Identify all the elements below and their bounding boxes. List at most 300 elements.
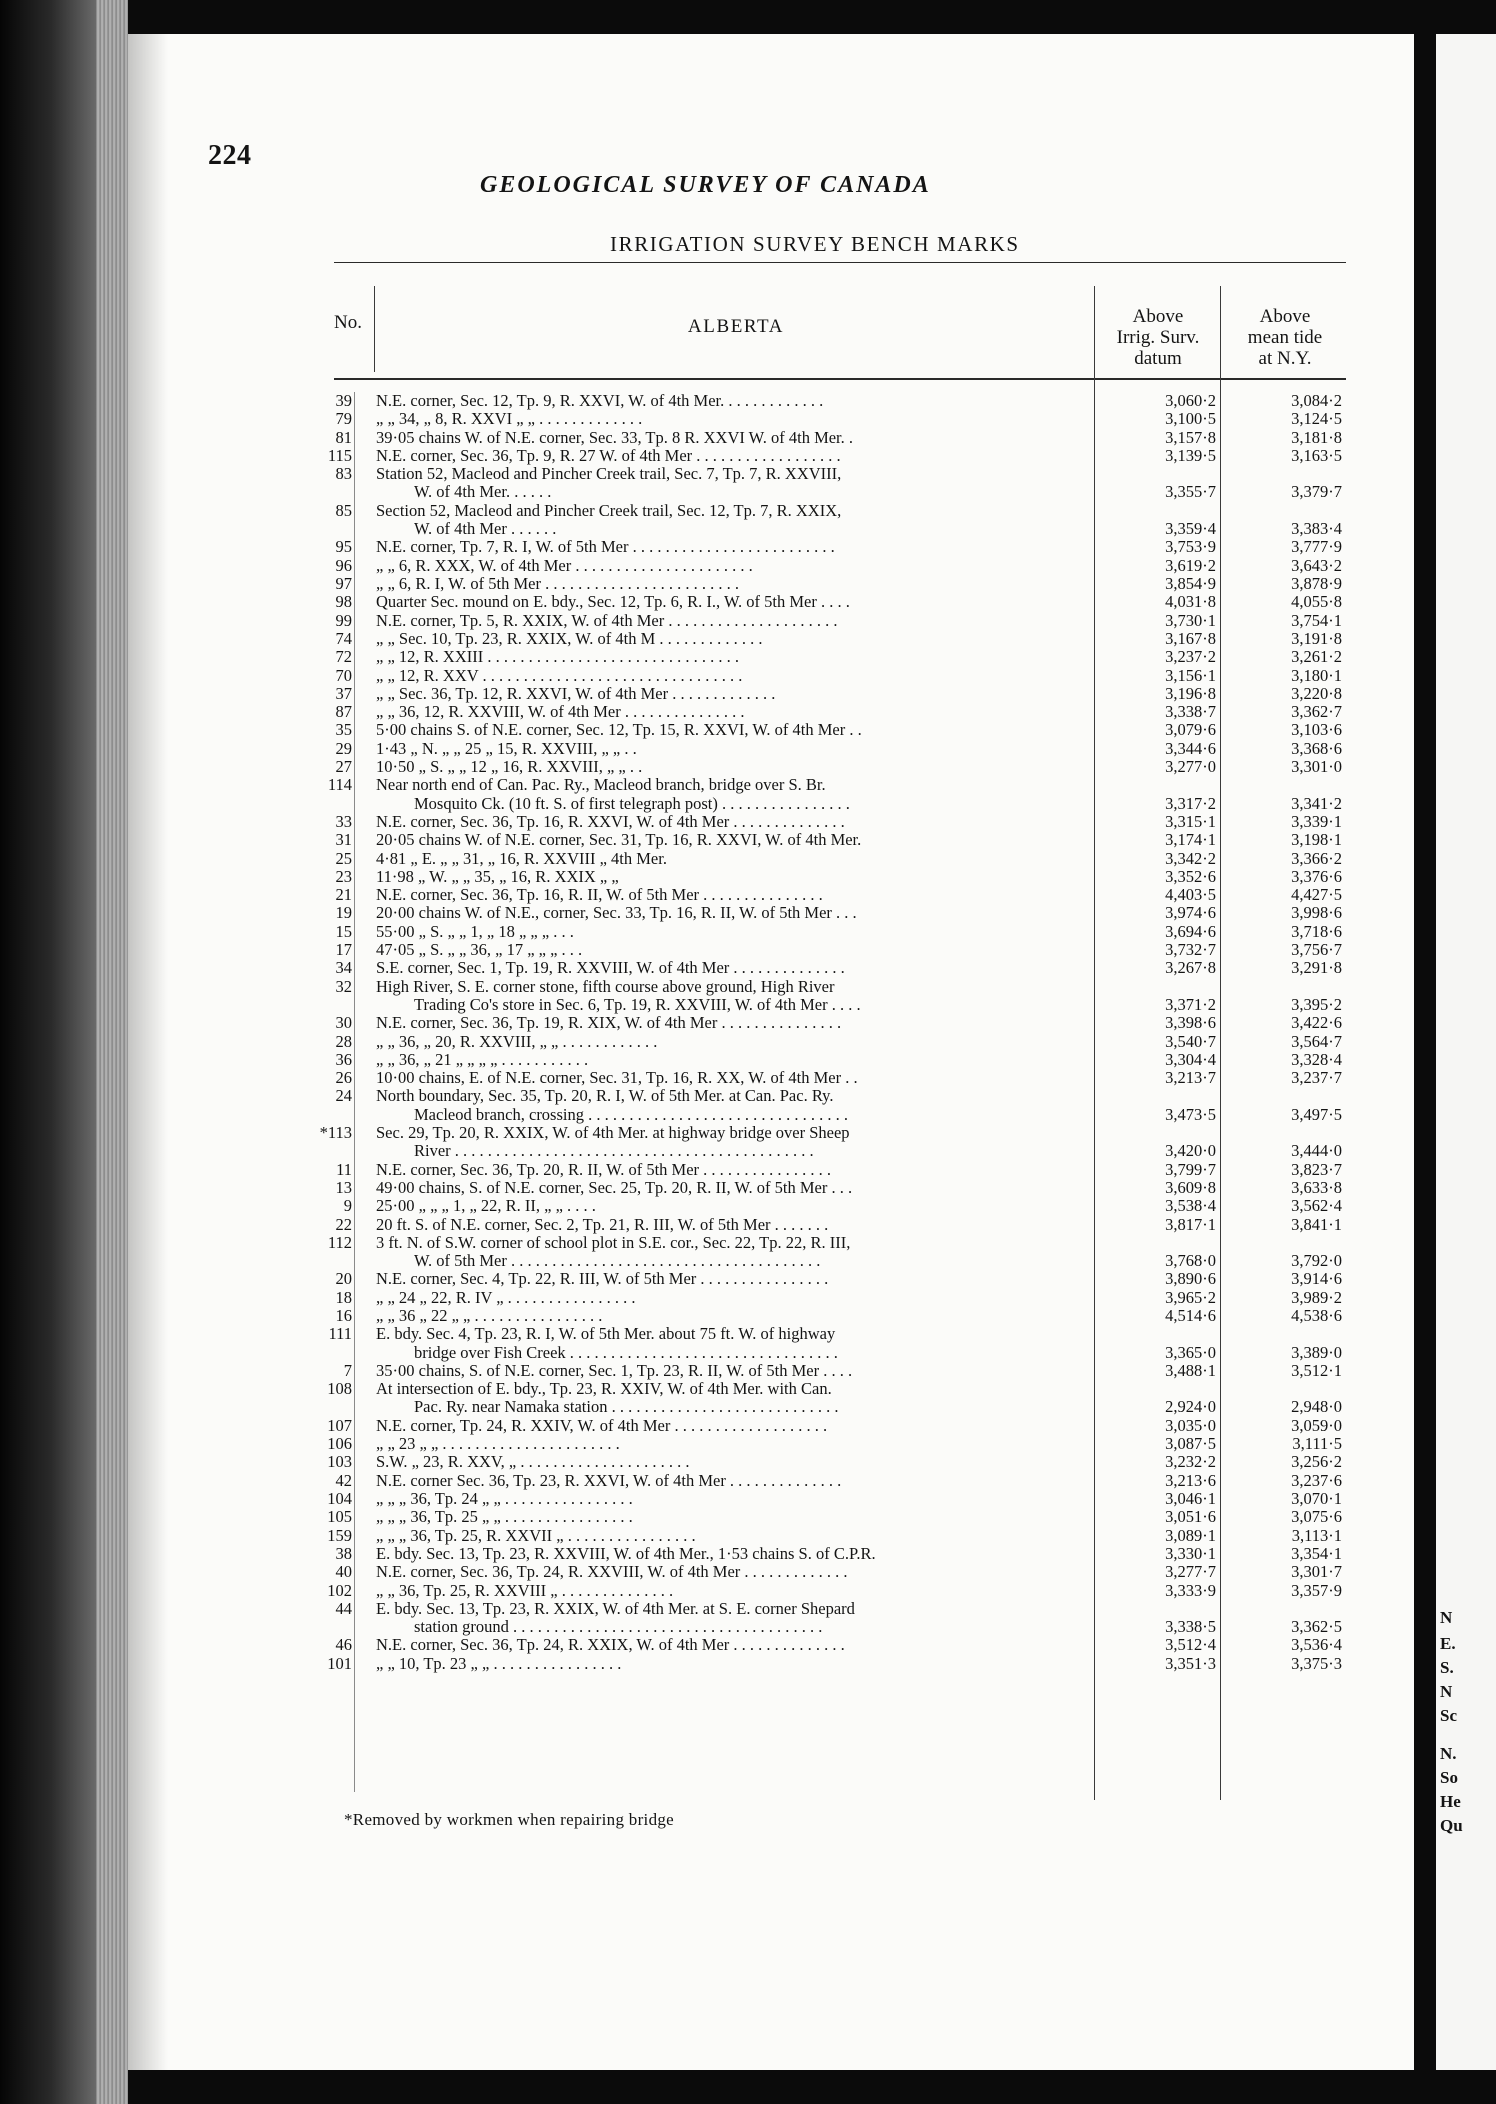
table-row — [0, 1490, 1496, 1508]
elevation-above-mean-tide: 3,237·6 — [1291, 1470, 1342, 1490]
header-line: Irrig. Surv. — [1116, 327, 1200, 348]
elevation-above-datum: 4,031·8 — [1165, 592, 1216, 612]
elevation-above-datum: 3,854·9 — [1165, 574, 1216, 593]
bench-mark-number: 106 — [327, 1434, 352, 1454]
bench-mark-number: 34 — [335, 958, 352, 978]
location-description: E. bdy. Sec. 13, Tp. 23, R. XXVIII, W. of 4th Mer., 1·53 chains S. of C.P.R. — [376, 1544, 876, 1563]
location-description-continued: W. of 4th Mer . . . . . . — [414, 520, 557, 539]
location-description: E. bdy. Sec. 4, Tp. 23, R. I, W. of 5th Mer. about 75 ft. W. of highway — [376, 1325, 836, 1344]
header-line: Above — [1259, 306, 1311, 327]
elevation-above-datum: 3,365·0 — [1165, 1342, 1216, 1362]
table-row — [0, 813, 1496, 831]
elevation-above-mean-tide: 3,368·6 — [1291, 738, 1342, 758]
location-description: „ „ „ 36, Tp. 24 „ „ . . . . . . . . . . . . . . . . — [376, 1490, 633, 1508]
location-description: 47·05 „ S. „ „ 36, „ 17 „ „ „ . . . — [376, 941, 583, 959]
bench-mark-number: 30 — [335, 1013, 352, 1033]
bench-mark-number: 96 — [335, 555, 352, 575]
adjacent-page-fragment: S. — [1440, 1658, 1454, 1677]
bench-mark-number: *113 — [319, 1123, 352, 1142]
bench-mark-number: 20 — [335, 1269, 352, 1289]
elevation-above-mean-tide: 3,777·9 — [1291, 537, 1342, 557]
bench-mark-number: 99 — [335, 610, 352, 630]
adjacent-page-fragment: E. — [1440, 1634, 1456, 1653]
elevation-above-datum: 3,213·7 — [1165, 1068, 1216, 1088]
location-description: N.E. corner, Tp. 24, R. XXIV, W. of 4th Mer . . . . . . . . . . . . . . . . . . . — [376, 1416, 828, 1435]
elevation-above-mean-tide: 3,376·6 — [1291, 866, 1342, 886]
location-description-continued: Trading Co's store in Sec. 6, Tp. 19, R. XXVIII, W. of 4th Mer . . . . — [414, 995, 861, 1014]
location-description: Near north end of Can. Pac. Ry., Macleod branch, bridge over S. Br. — [376, 776, 826, 795]
table-row — [0, 1598, 1496, 1637]
bench-mark-number: 31 — [335, 830, 352, 850]
table-row — [0, 850, 1496, 868]
location-description: „ „ 24 „ 22, R. IV „ . . . . . . . . . . . . . . . . — [376, 1288, 636, 1307]
table-row — [0, 410, 1496, 428]
location-description: „ „ „ 36, Tp. 25, R. XXVII „ . . . . . . . . . . . . . . . . — [376, 1526, 696, 1545]
header-line: at N.Y. — [1258, 348, 1312, 369]
table-row — [0, 976, 1496, 1014]
table-row — [0, 1563, 1496, 1581]
elevation-above-mean-tide: 3,328·4 — [1291, 1049, 1342, 1069]
elevation-above-datum: 4,514·6 — [1165, 1306, 1216, 1325]
location-description: „ „ 36, „ 21 „ „ „ „ . . . . . . . . . . . — [376, 1050, 589, 1069]
elevation-above-datum: 3,338·5 — [1165, 1617, 1216, 1637]
elevation-above-mean-tide: 3,301·7 — [1291, 1562, 1342, 1582]
table-row — [0, 464, 1496, 502]
elevation-above-datum: 3,089·1 — [1165, 1525, 1216, 1545]
table-title: IRRIGATION SURVEY BENCH MARKS — [610, 232, 1020, 256]
column-header-above-datum — [1098, 306, 1218, 369]
elevation-above-mean-tide: 3,914·6 — [1291, 1269, 1342, 1289]
location-description: N.E. corner, Sec. 4, Tp. 22, R. III, W. of 5th Mer . . . . . . . . . . . . . . . . — [376, 1270, 829, 1289]
elevation-above-datum: 3,315·1 — [1165, 811, 1216, 831]
table-row — [0, 758, 1496, 776]
table-row — [0, 1307, 1496, 1325]
elevation-above-mean-tide: 3,220·8 — [1291, 683, 1342, 703]
bench-mark-number: 21 — [335, 885, 352, 905]
location-description: North boundary, Sec. 35, Tp. 20, R. I, W. of 5th Mer. at Can. Pac. Ry. — [376, 1087, 834, 1106]
bench-mark-number: 79 — [335, 409, 352, 429]
elevation-above-datum: 3,157·8 — [1165, 427, 1216, 447]
table-row — [0, 1051, 1496, 1069]
footnote: *Removed by workmen when repairing bridge — [344, 1810, 675, 1829]
bench-mark-number: 17 — [335, 940, 352, 959]
elevation-above-mean-tide: 3,998·6 — [1291, 903, 1342, 923]
location-description: N.E. corner, Sec. 36, Tp. 24, R. XXIX, W. of 4th Mer . . . . . . . . . . . . . . — [376, 1636, 845, 1655]
table-row — [0, 1472, 1496, 1490]
location-description: „ „ 36, „ 20, R. XXVIII, „ „ . . . . . . . . . . . . — [376, 1032, 658, 1051]
elevation-above-mean-tide: 4,055·8 — [1291, 592, 1342, 612]
location-description: 20·05 chains W. of N.E. corner, Sec. 31, Tp. 16, R. XXVI, W. of 4th Mer. — [376, 831, 862, 850]
location-description: High River, S. E. corner stone, fifth course above ground, High River — [376, 977, 835, 996]
bench-mark-number: 87 — [335, 702, 352, 722]
bench-mark-number: 22 — [335, 1214, 352, 1234]
bench-mark-number: 15 — [335, 921, 352, 941]
location-description: 4·81 „ E. „ „ 31, „ 16, R. XXVIII „ 4th Mer. — [376, 849, 667, 868]
elevation-above-datum: 3,538·4 — [1165, 1196, 1216, 1216]
elevation-above-mean-tide: 3,754·1 — [1291, 610, 1342, 630]
header-line: mean tide — [1247, 327, 1323, 348]
location-description: 5·00 chains S. of N.E. corner, Sec. 12, Tp. 15, R. XXVI, W. of 4th Mer . . — [376, 721, 862, 740]
bench-mark-number: 40 — [335, 1562, 352, 1582]
location-description: Sec. 29, Tp. 20, R. XXIX, W. of 4th Mer. at highway bridge over Sheep — [376, 1124, 850, 1142]
location-description: 3 ft. N. of S.W. corner of school plot in S.E. cor., Sec. 22, Tp. 22, R. III, — [376, 1233, 851, 1252]
location-description: N.E. corner, Tp. 7, R. I, W. of 5th Mer . . . . . . . . . . . . . . . . . . . . . . . . . — [376, 538, 835, 557]
elevation-above-datum: 3,488·1 — [1165, 1360, 1216, 1380]
table-row — [0, 648, 1496, 666]
elevation-above-datum: 3,156·1 — [1165, 665, 1216, 685]
elevation-above-mean-tide: 3,291·8 — [1291, 958, 1342, 978]
elevation-above-mean-tide: 3,989·2 — [1291, 1287, 1342, 1307]
elevation-above-datum: 3,512·4 — [1165, 1635, 1216, 1655]
location-description-continued: River . . . . . . . . . . . . . . . . . . . . . . . . . . . . . . . . . . . . . . . . . . . . — [414, 1142, 814, 1161]
table-row — [0, 538, 1496, 556]
table-row — [0, 1014, 1496, 1032]
elevation-above-mean-tide: 3,362·5 — [1291, 1617, 1342, 1637]
elevation-above-datum: 3,035·0 — [1165, 1415, 1216, 1435]
column-header-province: ALBERTA — [687, 316, 785, 337]
location-description: 25·00 „ „ „ 1, „ 22, R. II, „ „ . . . . — [376, 1197, 596, 1216]
table-row — [0, 1636, 1496, 1654]
location-description-continued: W. of 5th Mer . . . . . . . . . . . . . . . . . . . . . . . . . . . . . . . . . . . . . . — [414, 1252, 821, 1271]
elevation-above-datum: 3,196·8 — [1165, 683, 1216, 703]
elevation-above-mean-tide: 3,841·1 — [1291, 1214, 1342, 1234]
table-row — [0, 1379, 1496, 1417]
table-row — [0, 775, 1496, 813]
elevation-above-datum: 3,768·0 — [1165, 1251, 1216, 1271]
elevation-above-datum: 3,799·7 — [1165, 1159, 1216, 1179]
location-description: 20·00 chains W. of N.E., corner, Sec. 33, Tp. 16, R. II, W. of 5th Mer . . . — [376, 904, 857, 923]
table-row — [0, 500, 1496, 539]
table-row — [0, 593, 1496, 611]
location-description-continued: station ground . . . . . . . . . . . . . . . . . . . . . . . . . . . . . . . . . . . . . . — [414, 1618, 823, 1637]
bench-mark-number: 98 — [335, 592, 352, 612]
bench-mark-number: 115 — [327, 445, 352, 465]
elevation-above-mean-tide: 3,536·4 — [1291, 1635, 1342, 1655]
bench-mark-number: 101 — [327, 1653, 352, 1673]
table-row — [0, 941, 1496, 959]
location-description: Section 52, Macleod and Pincher Creek trail, Sec. 12, Tp. 7, R. XXIX, — [376, 501, 842, 520]
location-description: „ „ 34, „ 8, R. XXVI „ „ . . . . . . . . . . . . . — [376, 410, 643, 429]
table-row — [0, 612, 1496, 630]
bench-mark-number: 33 — [335, 811, 352, 831]
table-row — [0, 1197, 1496, 1215]
bench-mark-number: 37 — [335, 683, 352, 703]
location-description: S.E. corner, Sec. 1, Tp. 19, R. XXVIII, W. of 4th Mer . . . . . . . . . . . . . . — [376, 959, 845, 978]
table-row — [0, 667, 1496, 685]
elevation-above-datum: 3,333·9 — [1165, 1580, 1216, 1600]
elevation-above-mean-tide: 3,070·1 — [1291, 1489, 1342, 1508]
table-row — [0, 959, 1496, 977]
elevation-above-datum: 3,694·6 — [1165, 921, 1216, 941]
bench-mark-number: 72 — [335, 647, 352, 667]
elevation-above-mean-tide: 3,111·5 — [1292, 1434, 1342, 1454]
elevation-above-datum: 3,359·4 — [1165, 519, 1216, 539]
elevation-above-mean-tide: 3,341·2 — [1291, 793, 1342, 813]
header-top-rule — [334, 262, 1346, 263]
location-description: N.E. corner, Sec. 36, Tp. 16, R. II, W. of 5th Mer . . . . . . . . . . . . . . . — [376, 886, 823, 905]
elevation-above-mean-tide: 4,538·6 — [1291, 1306, 1342, 1325]
bench-mark-number: 74 — [335, 628, 352, 648]
location-description: „ „ 6, R. I, W. of 5th Mer . . . . . . . . . . . . . . . . . . . . . . . . — [376, 575, 739, 593]
elevation-above-datum: 3,139·5 — [1165, 445, 1216, 465]
location-description: 49·00 chains, S. of N.E. corner, Sec. 25, Tp. 20, R. II, W. of 5th Mer . . . — [376, 1178, 853, 1197]
adjacent-page-fragment: So — [1440, 1768, 1458, 1787]
location-description: „ „ 10, Tp. 23 „ „ . . . . . . . . . . . . . . . . — [376, 1654, 622, 1673]
column-header-above-tide — [1224, 306, 1346, 369]
location-description: S.W. „ 23, R. XXV, „ . . . . . . . . . . . . . . . . . . . . . — [376, 1453, 690, 1472]
location-description: „ „ 12, R. XXIII . . . . . . . . . . . . . . . . . . . . . . . . . . . . . . . — [376, 648, 739, 667]
location-description: Station 52, Macleod and Pincher Creek trail, Sec. 7, Tp. 7, R. XXVIII, — [376, 465, 842, 484]
table-row — [0, 1582, 1496, 1600]
elevation-above-mean-tide: 3,395·2 — [1291, 994, 1342, 1014]
header-line: Above — [1132, 306, 1184, 327]
elevation-above-mean-tide: 3,237·7 — [1291, 1068, 1342, 1088]
elevation-above-mean-tide: 3,180·1 — [1291, 665, 1342, 685]
elevation-above-datum: 3,237·2 — [1165, 647, 1216, 667]
bench-mark-number: 81 — [335, 427, 352, 447]
location-description: N.E. corner, Sec. 36, Tp. 20, R. II, W. of 5th Mer . . . . . . . . . . . . . . . . — [376, 1160, 832, 1179]
elevation-above-mean-tide: 3,301·0 — [1291, 757, 1342, 776]
elevation-above-mean-tide: 3,357·9 — [1291, 1580, 1342, 1600]
elevation-above-datum: 3,087·5 — [1165, 1434, 1216, 1454]
location-description: 39·05 chains W. of N.E. corner, Sec. 33, Tp. 8 R. XXVI W. of 4th Mer. . — [376, 428, 854, 447]
elevation-above-mean-tide: 3,103·6 — [1291, 720, 1342, 740]
table-row — [0, 685, 1496, 703]
location-description: „ „ „ 36, Tp. 25 „ „ . . . . . . . . . . . . . . . . — [376, 1508, 633, 1527]
location-description: 10·50 „ S. „ „ 12 „ 16, R. XXVIII, „ „ . . — [376, 758, 643, 776]
header-bottom-rule — [334, 378, 1346, 380]
table-row — [0, 429, 1496, 447]
bench-mark-number: 35 — [335, 720, 352, 740]
bench-mark-number: 38 — [335, 1543, 352, 1563]
elevation-above-mean-tide: 3,383·4 — [1291, 519, 1342, 539]
elevation-above-datum: 3,473·5 — [1165, 1104, 1216, 1124]
location-description: „ „ 6, R. XXX, W. of 4th Mer . . . . . . . . . . . . . . . . . . . . . . — [376, 556, 753, 575]
elevation-above-datum: 3,277·7 — [1165, 1562, 1216, 1582]
elevation-above-datum: 3,267·8 — [1165, 958, 1216, 978]
table-row — [0, 1508, 1496, 1526]
bench-mark-number: 107 — [327, 1415, 352, 1435]
elevation-above-datum: 3,060·2 — [1165, 391, 1216, 410]
bench-mark-number: 13 — [335, 1177, 352, 1197]
adjacent-page-fragment: N — [1440, 1608, 1453, 1627]
elevation-above-datum: 3,890·6 — [1165, 1269, 1216, 1289]
elevation-above-mean-tide: 3,191·8 — [1291, 628, 1342, 648]
table-row — [0, 1069, 1496, 1087]
location-description: 35·00 chains, S. of N.E. corner, Sec. 1, Tp. 23, R. II, W. of 5th Mer . . . . — [376, 1361, 853, 1380]
elevation-above-datum: 3,100·5 — [1165, 409, 1216, 429]
bench-mark-number: 24 — [335, 1086, 352, 1106]
location-description: N.E. corner, Sec. 36, Tp. 24, R. XXVIII, W. of 4th Mer . . . . . . . . . . . . . — [376, 1563, 848, 1582]
elevation-above-datum: 3,174·1 — [1165, 830, 1216, 850]
elevation-above-datum: 3,344·6 — [1165, 738, 1216, 758]
elevation-above-datum: 3,619·2 — [1165, 555, 1216, 575]
location-description: „ „ 36 „ 22 „ „ . . . . . . . . . . . . . . . . — [376, 1307, 603, 1325]
elevation-above-datum: 2,924·0 — [1165, 1397, 1216, 1417]
table-row — [0, 868, 1496, 886]
elevation-above-mean-tide: 3,512·1 — [1291, 1360, 1342, 1380]
location-description: E. bdy. Sec. 13, Tp. 23, R. XXIX, W. of 4th Mer. at S. E. corner Shepard — [376, 1599, 855, 1618]
location-description-continued: Pac. Ry. near Namaka station . . . . . . . . . . . . . . . . . . . . . . . . . . . . — [414, 1398, 839, 1417]
column-header-no: No. — [334, 312, 362, 333]
bench-mark-number: 114 — [327, 775, 352, 795]
adjacent-page-fragment: N — [1440, 1682, 1453, 1701]
elevation-above-mean-tide: 3,823·7 — [1291, 1159, 1342, 1179]
elevation-above-datum: 3,351·3 — [1165, 1653, 1216, 1673]
elevation-above-mean-tide: 3,564·7 — [1291, 1031, 1342, 1051]
elevation-above-datum: 3,338·7 — [1165, 702, 1216, 722]
location-description: „ „ 12, R. XXV . . . . . . . . . . . . . . . . . . . . . . . . . . . . . . . . — [376, 666, 743, 685]
bench-mark-number: 85 — [335, 500, 352, 520]
elevation-above-mean-tide: 3,379·7 — [1291, 482, 1342, 502]
bench-mark-number: 83 — [335, 464, 352, 484]
table-row — [0, 1527, 1496, 1545]
elevation-above-datum: 3,167·8 — [1165, 628, 1216, 648]
table-row — [0, 1545, 1496, 1563]
elevation-above-datum: 3,355·7 — [1165, 482, 1216, 502]
elevation-above-mean-tide: 2,948·0 — [1291, 1397, 1342, 1417]
elevation-above-mean-tide: 3,339·1 — [1291, 811, 1342, 831]
page-number: 224 — [208, 140, 252, 171]
bench-mark-number: 70 — [335, 665, 352, 685]
table-row — [0, 447, 1496, 465]
elevation-above-datum: 3,304·4 — [1165, 1049, 1216, 1069]
location-description: „ „ 36, 12, R. XXVIII, W. of 4th Mer . . . . . . . . . . . . . . . — [376, 703, 745, 722]
elevation-above-datum: 3,609·8 — [1165, 1177, 1216, 1197]
elevation-above-mean-tide: 3,718·6 — [1291, 921, 1342, 941]
location-description: 55·00 „ S. „ „ 1, „ 18 „ „ „ . . . — [376, 922, 574, 941]
table-row — [0, 1161, 1496, 1179]
location-description: N.E. corner, Sec. 36, Tp. 19, R. XIX, W. of 4th Mer . . . . . . . . . . . . . . . — [376, 1014, 842, 1033]
location-description: N.E. corner, Tp. 5, R. XXIX, W. of 4th Mer . . . . . . . . . . . . . . . . . . . . . — [376, 611, 838, 630]
table-row — [0, 1033, 1496, 1051]
table-row — [0, 831, 1496, 849]
bench-mark-number: 112 — [327, 1232, 352, 1252]
elevation-above-datum: 3,330·1 — [1165, 1543, 1216, 1563]
bench-mark-number: 29 — [335, 738, 352, 758]
elevation-above-mean-tide: 3,633·8 — [1291, 1177, 1342, 1197]
elevation-above-datum: 3,732·7 — [1165, 940, 1216, 959]
table-row — [0, 575, 1496, 593]
bench-mark-number: 23 — [335, 866, 352, 886]
table-row — [0, 1362, 1496, 1380]
elevation-above-datum: 3,352·6 — [1165, 866, 1216, 886]
location-description: 10·00 chains, E. of N.E. corner, Sec. 31, Tp. 16, R. XX, W. of 4th Mer . . — [376, 1069, 858, 1088]
location-description: „ „ 36, Tp. 25, R. XXVIII „ . . . . . . . . . . . . . . — [376, 1581, 674, 1600]
table-row — [0, 1655, 1496, 1673]
bench-mark-number: 32 — [335, 976, 352, 996]
bench-mark-number: 16 — [335, 1306, 352, 1325]
elevation-above-mean-tide: 3,643·2 — [1291, 555, 1342, 575]
bench-mark-number: 42 — [335, 1470, 352, 1490]
elevation-above-datum: 3,371·2 — [1165, 994, 1216, 1014]
elevation-above-mean-tide: 3,261·2 — [1291, 647, 1342, 667]
bench-mark-number: 44 — [335, 1598, 352, 1618]
bench-mark-number: 11 — [336, 1159, 352, 1179]
elevation-above-datum: 3,277·0 — [1165, 757, 1216, 776]
bench-mark-number: 95 — [335, 537, 352, 557]
elevation-above-datum: 3,342·2 — [1165, 848, 1216, 868]
table-row — [0, 721, 1496, 739]
elevation-above-datum: 3,730·1 — [1165, 610, 1216, 630]
elevation-above-mean-tide: 3,163·5 — [1291, 445, 1342, 465]
elevation-above-datum: 3,974·6 — [1165, 903, 1216, 923]
location-description: 1·43 „ N. „ „ 25 „ 15, R. XXVIII, „ „ . . — [376, 739, 637, 758]
bench-mark-number: 36 — [335, 1049, 352, 1069]
elevation-above-datum: 3,817·1 — [1165, 1214, 1216, 1234]
elevation-above-mean-tide: 3,075·6 — [1291, 1507, 1342, 1527]
bench-mark-number: 104 — [327, 1489, 352, 1508]
location-description: At intersection of E. bdy., Tp. 23, R. XXIV, W. of 4th Mer. with Can. — [376, 1380, 832, 1399]
location-description: 11·98 „ W. „ „ 35, „ 16, R. XXIX „ „ — [376, 867, 619, 886]
location-description: Quarter Sec. mound on E. bdy., Sec. 12, Tp. 6, R. I., W. of 5th Mer . . . . — [376, 593, 850, 612]
elevation-above-datum: 3,232·2 — [1165, 1452, 1216, 1472]
table-row — [0, 1232, 1496, 1271]
bench-mark-number: 9 — [343, 1196, 352, 1216]
location-description: N.E. corner Sec. 36, Tp. 23, R. XXVI, W. of 4th Mer . . . . . . . . . . . . . . — [376, 1471, 842, 1490]
elevation-above-mean-tide: 4,427·5 — [1291, 885, 1342, 905]
table-row — [0, 703, 1496, 721]
elevation-above-datum: 3,046·1 — [1165, 1489, 1216, 1508]
elevation-above-mean-tide: 3,124·5 — [1291, 409, 1342, 429]
table-row — [0, 1179, 1496, 1197]
table-row — [0, 392, 1496, 410]
elevation-above-mean-tide: 3,562·4 — [1291, 1196, 1342, 1216]
elevation-above-mean-tide: 3,181·8 — [1291, 427, 1342, 447]
elevation-above-mean-tide: 3,878·9 — [1291, 574, 1342, 593]
elevation-above-datum: 3,079·6 — [1165, 720, 1216, 740]
bench-mark-number: 28 — [335, 1031, 352, 1051]
location-description-continued: bridge over Fish Creek . . . . . . . . . . . . . . . . . . . . . . . . . . . . . . . . . — [414, 1343, 838, 1362]
elevation-above-mean-tide: 3,256·2 — [1291, 1452, 1342, 1472]
table-row — [0, 740, 1496, 758]
location-description: N.E. corner, Sec. 36, Tp. 9, R. 27 W. of 4th Mer . . . . . . . . . . . . . . . . . . — [376, 446, 841, 465]
bench-mark-number: 7 — [343, 1360, 352, 1380]
location-description: 20 ft. S. of N.E. corner, Sec. 2, Tp. 21, R. III, W. of 5th Mer . . . . . . . — [376, 1215, 829, 1234]
elevation-above-mean-tide: 3,375·3 — [1291, 1653, 1342, 1673]
location-description-continued: Macleod branch, crossing . . . . . . . . . . . . . . . . . . . . . . . . . . . . . . . . — [414, 1105, 848, 1124]
location-description: „ „ Sec. 10, Tp. 23, R. XXIX, W. of 4th M . . . . . . . . . . . . . — [376, 629, 763, 648]
bench-mark-number: 159 — [327, 1525, 352, 1545]
elevation-above-mean-tide: 3,354·1 — [1291, 1543, 1342, 1563]
table-row — [0, 1123, 1496, 1161]
bench-mark-number: 18 — [335, 1287, 352, 1307]
bench-mark-number: 26 — [335, 1068, 352, 1088]
header-line: datum — [1134, 348, 1182, 369]
elevation-above-mean-tide: 3,389·0 — [1291, 1342, 1342, 1362]
table-row — [0, 1453, 1496, 1471]
elevation-above-mean-tide: 3,084·2 — [1291, 391, 1342, 410]
bench-mark-number: 103 — [327, 1452, 352, 1472]
bench-mark-number: 39 — [335, 391, 352, 410]
bench-mark-number: 105 — [327, 1507, 352, 1527]
location-description-continued: W. of 4th Mer. . . . . . — [414, 483, 552, 502]
elevation-above-mean-tide: 3,362·7 — [1291, 702, 1342, 722]
table-row — [0, 1324, 1496, 1362]
adjacent-page-fragment: He — [1440, 1792, 1461, 1811]
table-row — [0, 557, 1496, 575]
table-row — [0, 1417, 1496, 1435]
elevation-above-mean-tide: 3,756·7 — [1291, 940, 1342, 959]
table-row — [0, 923, 1496, 941]
bench-mark-number: 46 — [335, 1635, 352, 1655]
adjacent-page-fragment: Qu — [1440, 1816, 1463, 1835]
elevation-above-datum: 3,398·6 — [1165, 1013, 1216, 1033]
location-description: „ „ 23 „ „ . . . . . . . . . . . . . . . . . . . . . . — [376, 1435, 620, 1454]
table-row — [0, 630, 1496, 648]
location-description: „ „ Sec. 36, Tp. 12, R. XXVI, W. of 4th Mer . . . . . . . . . . . . . — [376, 684, 776, 703]
table-row — [0, 1086, 1496, 1124]
